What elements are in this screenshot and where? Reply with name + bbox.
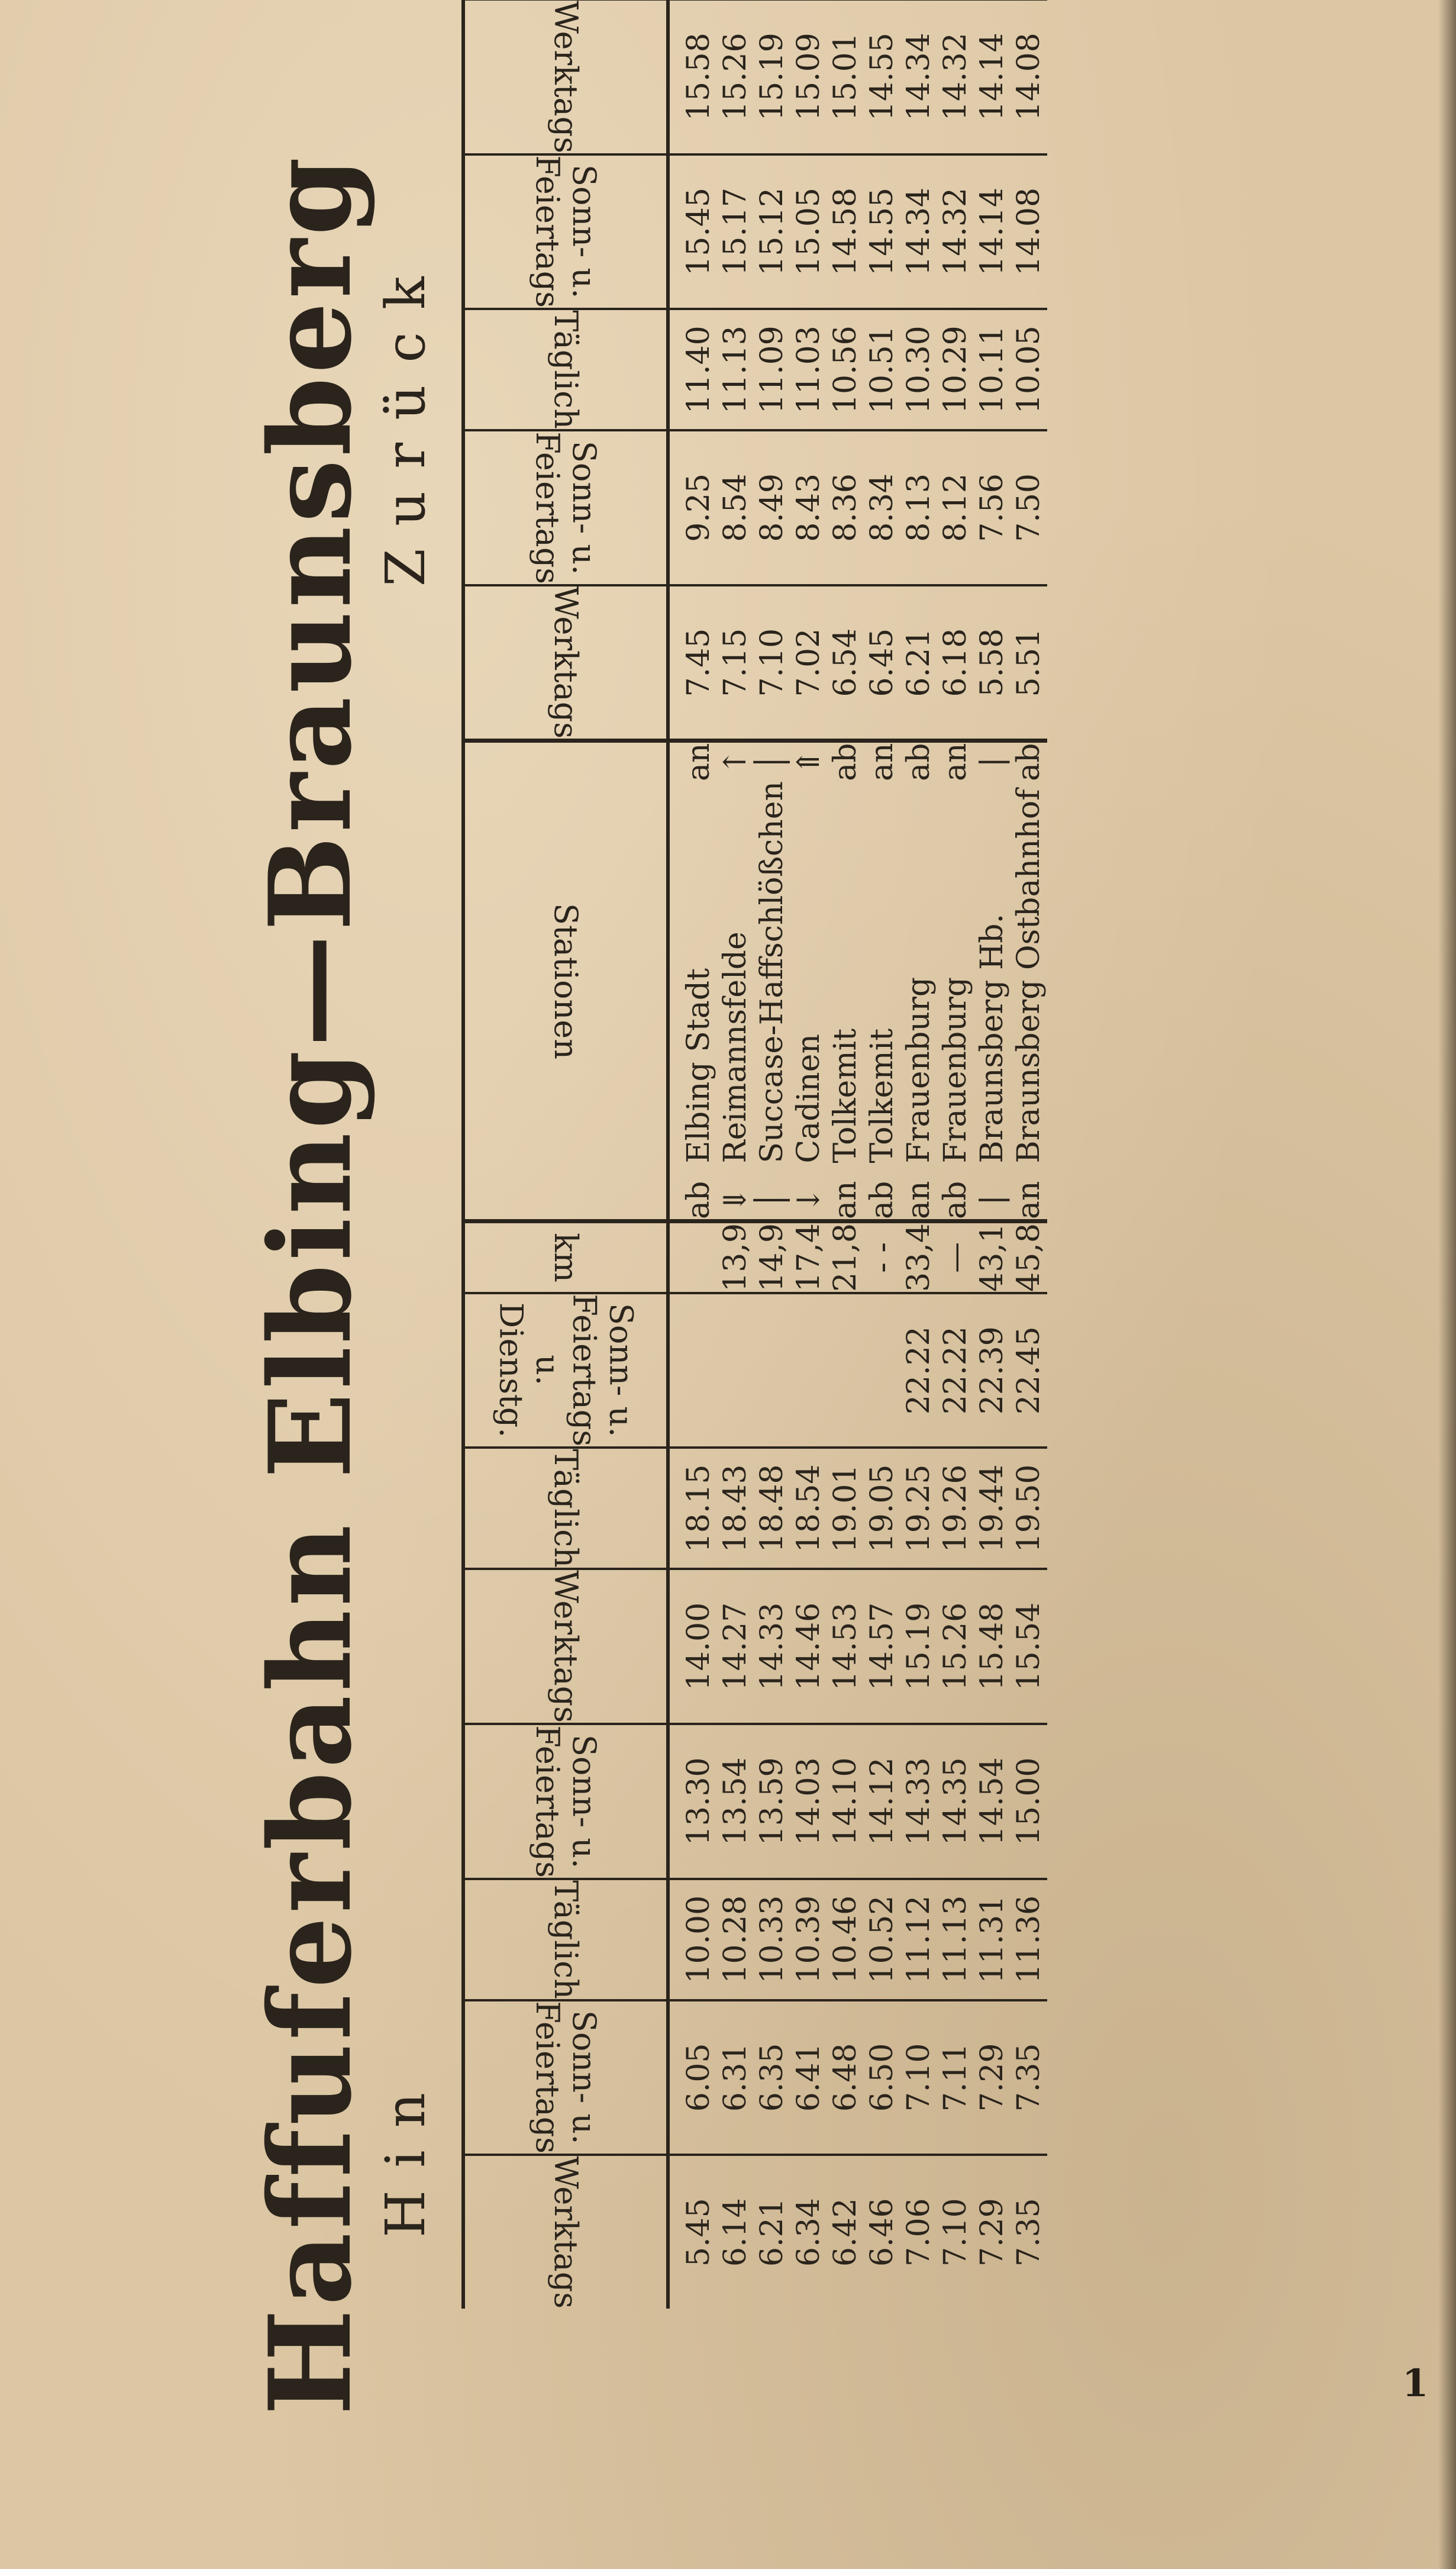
timetable-body [668,0,1047,2309]
back-time-cell: 15.58 [668,0,717,154]
arrival-departure-out: ab [937,1181,974,1221]
table-row [1011,0,1047,2309]
arrival-departure-back: ab [828,743,863,781]
back-time-cell: 15.45 [668,154,717,310]
out-time-cell: 7.29 [974,2000,1011,2155]
table-row [864,0,900,2309]
out-time-cell: 14.57 [864,1569,900,1724]
station-name: Reimannsfelde [718,931,753,1163]
back-time-cell: 14.34 [900,154,937,310]
km-cell: 17,4 [790,1221,827,1293]
out-time-cell: 10.28 [717,1879,754,2000]
back-time-cell: 10.30 [900,309,937,430]
header-out-0: Werktags [463,2155,668,2309]
arrival-departure-out: ab [864,1181,900,1221]
back-time-cell: 14.08 [1011,0,1047,154]
back-time-cell: 15.12 [754,154,790,310]
back-time-cell: 10.56 [827,309,864,430]
arrival-departure-out: an [1011,1181,1047,1221]
table-row [790,0,827,2309]
arrival-departure-back: ↑ [718,749,753,775]
arrival-departure-back: ab [1011,743,1047,781]
out-time-cell: 10.46 [827,1879,864,2000]
arrival-departure-back: | [974,756,1010,768]
out-time-cell [754,1293,790,1448]
header-row [463,0,668,2309]
station-name: Succase-Haffschlößchen [754,781,790,1163]
header-back-0: Werktags [463,585,668,741]
out-time-cell: 6.46 [864,2198,900,2267]
km-cell: 13,9 [717,1221,754,1293]
header-km: km [463,1221,668,1293]
header-out-6: Sonn- u. Feiertags u. Dienstg. [463,1293,668,1448]
station-name: Tolkemit [864,1028,900,1163]
out-time-cell: 11.12 [900,1879,937,2000]
table-row [827,0,864,2309]
back-time-cell: 6.18 [937,585,974,741]
header-out-5: Täglich [463,1448,668,1569]
out-time-cell: 19.01 [827,1448,864,1569]
out-time-cell: 15.26 [937,1569,974,1724]
station-name: Frauenburg [901,976,937,1163]
header-out-3: Sonn- u. Feiertags [463,1724,668,1879]
back-time-cell: 15.17 [717,154,754,310]
out-time-cell: 13.59 [754,1724,790,1879]
back-time-cell: 5.58 [974,585,1011,741]
out-time-cell: 13.30 [668,1724,717,1879]
arrival-departure-out: an [827,1181,864,1221]
km-cell: — [937,1221,974,1293]
back-time-cell: 14.08 [1011,154,1047,310]
table-row [717,0,754,2309]
station-name: Frauenburg [938,976,973,1163]
out-time-cell: 19.50 [1011,1448,1047,1569]
out-time-cell: 11.31 [974,1879,1011,2000]
back-time-cell: 14.58 [827,154,864,310]
out-time-cell: 5.45 [681,2198,716,2267]
out-time-cell: 19.25 [900,1448,937,1569]
table-row [668,0,717,2309]
out-time-cell: 6.34 [791,2198,827,2267]
out-time-cell: 6.35 [754,2000,790,2155]
back-time-cell: 7.45 [668,585,717,741]
arrival-departure-back: ab [901,743,937,781]
arrival-departure-out: ab [668,1181,717,1221]
out-time-cell: 14.46 [790,1569,827,1724]
out-time-cell: 19.05 [864,1448,900,1569]
back-time-cell: 15.09 [790,0,827,154]
out-time-cell [668,1293,717,1448]
out-time-cell: 18.43 [717,1448,754,1569]
out-time-cell: 14.00 [668,1569,717,1724]
back-time-cell: 6.54 [827,585,864,741]
out-time-cell: 18.15 [668,1448,717,1569]
out-time-cell: 11.13 [937,1879,974,2000]
km-cell: 21,8 [827,1221,864,1293]
back-time-cell: 8.36 [827,430,864,585]
out-time-cell: 6.42 [828,2198,863,2267]
out-time-cell: 7.06 [901,2198,937,2267]
out-time-cell: 14.33 [754,1569,790,1724]
out-time-cell: 22.39 [974,1293,1011,1448]
km-cell: 43,1 [974,1221,1011,1293]
out-time-cell: 7.35 [1011,2000,1047,2155]
back-time-cell: 7.50 [1011,430,1047,585]
out-time-cell: 14.10 [827,1724,864,1879]
out-time-cell: 6.41 [790,2000,827,2155]
back-time-cell: 10.11 [974,309,1011,430]
back-time-cell: 15.26 [717,0,754,154]
timetable [461,0,1047,2309]
back-time-cell: 15.19 [754,0,790,154]
station-name: Tolkemit [828,1028,863,1163]
back-time-cell: 8.12 [937,430,974,585]
arrival-departure-out: | [974,1181,1011,1221]
back-time-cell: 15.05 [790,154,827,310]
out-time-cell: 18.48 [754,1448,790,1569]
out-time-cell: 14.33 [900,1724,937,1879]
station-name: Cadinen [791,1034,827,1163]
back-time-cell: 6.45 [864,585,900,741]
station-name: Elbing Stadt [681,968,716,1163]
back-time-cell: 9.25 [668,430,717,585]
back-time-cell: 8.34 [864,430,900,585]
out-time-cell: 10.33 [754,1879,790,2000]
out-time-cell: 13.54 [717,1724,754,1879]
arrival-departure-back: ⇑ [791,749,827,775]
out-time-cell: 15.48 [974,1569,1011,1724]
out-time-cell: 6.31 [717,2000,754,2155]
back-time-cell: 14.14 [974,154,1011,310]
back-time-cell: 8.54 [717,430,754,585]
out-time-cell [790,1293,827,1448]
out-time-cell: 7.35 [1011,2198,1047,2267]
out-time-cell [827,1293,864,1448]
back-time-cell: 14.34 [900,0,937,154]
page-title: Haffuferbahn Elbing—Braunsberg [244,153,376,2416]
out-time-cell: 7.29 [974,2198,1010,2267]
arrival-departure-out: ⇓ [717,1181,754,1221]
page-number: 1 [1402,2361,1429,2406]
out-time-cell: 6.48 [827,2000,864,2155]
out-time-cell: 14.12 [864,1724,900,1879]
km-cell: 33,4 [900,1221,937,1293]
out-time-cell: 15.00 [1011,1724,1047,1879]
table-row [974,0,1011,2309]
back-time-cell: 7.10 [754,585,790,741]
back-time-cell: 14.55 [864,154,900,310]
back-time-cell: 14.32 [937,154,974,310]
km-cell: 14,9 [754,1221,790,1293]
km-cell [668,1221,717,1293]
out-time-cell: 22.22 [900,1293,937,1448]
table-row [937,0,974,2309]
out-time-cell: 14.53 [827,1569,864,1724]
out-time-cell: 7.11 [937,2000,974,2155]
out-time-cell: 19.44 [974,1448,1011,1569]
back-time-cell: 10.51 [864,309,900,430]
out-time-cell: 14.54 [974,1724,1011,1879]
out-time-cell: 6.50 [864,2000,900,2155]
back-time-cell: 8.49 [754,430,790,585]
back-time-cell: 11.13 [717,309,754,430]
header-out-1: Sonn- u. Feiertags [463,2000,668,2155]
out-time-cell: 6.14 [718,2198,753,2267]
back-time-cell: 6.21 [900,585,937,741]
out-time-cell: 7.10 [938,2198,973,2267]
back-time-cell: 8.13 [900,430,937,585]
out-time-cell: 14.35 [937,1724,974,1879]
back-time-cell: 11.09 [754,309,790,430]
out-time-cell [864,1293,900,1448]
table-row [900,0,937,2309]
back-time-cell: 14.14 [974,0,1011,154]
back-time-cell: 14.32 [937,0,974,154]
out-time-cell: 6.21 [754,2198,790,2267]
arrival-departure-back: │ [754,753,790,772]
back-time-cell: 10.05 [1011,309,1047,430]
back-time-cell: 7.56 [974,430,1011,585]
arrival-departure-back: an [681,743,716,781]
out-time-cell: 22.45 [1011,1293,1047,1448]
header-back-1: Sonn- u. Feiertags [463,430,668,585]
out-time-cell: 18.54 [790,1448,827,1569]
back-time-cell: 11.40 [668,309,717,430]
km-cell: - - [864,1221,900,1293]
arrival-departure-out: ↓ [790,1181,827,1221]
direction-back-label: Zurück [374,254,437,586]
arrival-departure-back: an [864,743,900,781]
arrival-departure-out: │ [754,1181,790,1221]
table-row [754,0,790,2309]
back-time-cell: 7.02 [790,585,827,741]
out-time-cell: 22.22 [937,1293,974,1448]
back-time-cell: 7.15 [717,585,754,741]
out-time-cell: 11.36 [1011,1879,1047,2000]
out-time-cell: 15.19 [900,1569,937,1724]
out-time-cell: 14.03 [790,1724,827,1879]
out-time-cell [717,1293,754,1448]
out-time-cell: 6.05 [668,2000,717,2155]
out-time-cell: 10.00 [668,1879,717,2000]
out-time-cell: 7.10 [900,2000,937,2155]
station-name: Braunsberg Ostbahnhof [1011,789,1047,1163]
out-time-cell: 14.27 [717,1569,754,1724]
header-out-2: Täglich [463,1879,668,2000]
back-time-cell: 5.51 [1011,585,1047,741]
out-time-cell: 10.39 [790,1879,827,2000]
back-time-cell: 8.43 [790,430,827,585]
out-time-cell: 19.26 [937,1448,974,1569]
direction-out-label: Hin [374,2070,437,2238]
header-out-4: Werktags [463,1569,668,1724]
arrival-departure-out: an [900,1181,937,1221]
header-back-3: Sonn- u. Feiertags [463,154,668,310]
back-time-cell: 15.01 [827,0,864,154]
out-time-cell: 15.54 [1011,1569,1047,1724]
out-time-cell: 10.52 [864,1879,900,2000]
back-time-cell: 10.29 [937,309,974,430]
back-time-cell: 11.03 [790,309,827,430]
header-stations: Stationen [463,741,668,1221]
km-cell: 45,8 [1011,1221,1047,1293]
station-name: Braunsberg Hb. [974,913,1010,1163]
arrival-departure-back: an [938,743,973,781]
back-time-cell: 14.55 [864,0,900,154]
header-back-2: Täglich [463,309,668,430]
header-back-4: Werktags [463,0,668,154]
